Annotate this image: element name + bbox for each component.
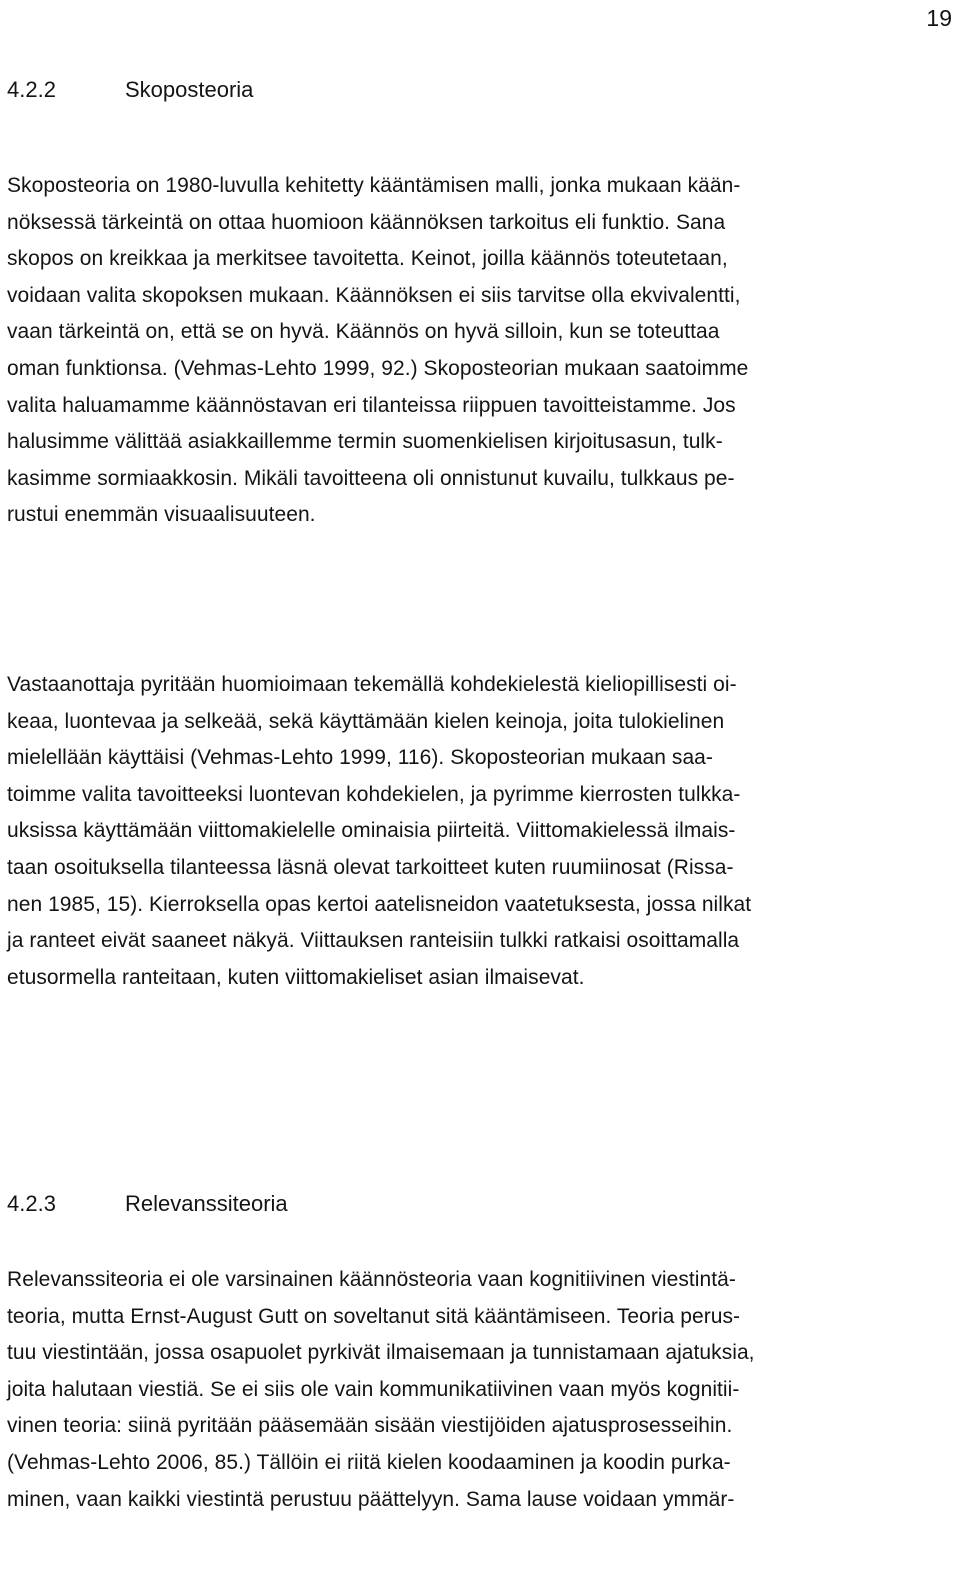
- section-number: 4.2.2: [7, 77, 56, 102]
- text-line: nöksessä tärkeintä on ottaa huomioon käännöksen tarkoitus eli funktio. Sana: [7, 210, 726, 234]
- text-line: teoria, mutta Ernst-August Gutt on soveltanut sitä kääntämiseen. Teoria perus-: [7, 1304, 741, 1328]
- text-line: skopos on kreikkaa ja merkitsee tavoitetta. Keinot, joilla käännös toteutetaan,: [7, 247, 728, 271]
- text-line: Relevanssiteoria ei ole varsinainen käännösteoria vaan kognitiivinen viestintä-: [7, 1268, 736, 1291]
- paragraph: [7, 168, 748, 534]
- text-line: vaan tärkeintä on, että se on hyvä. Käännös on hyvä silloin, kun se toteuttaa: [7, 320, 720, 344]
- section-number: 4.2.3: [7, 1191, 56, 1216]
- text-line: nen 1985, 15). Kierroksella opas kertoi aatelisneidon vaatetuksesta, jossa nilkat: [7, 892, 752, 916]
- text-line: (Vehmas-Lehto 2006, 85.) Tällöin ei riitä kielen koodaaminen ja koodin purka-: [7, 1450, 731, 1474]
- text-line: halusimme välittää asiakkaillemme termin suomenkielisen kirjoitusasun, tulk-: [7, 430, 723, 454]
- section-title: Relevanssiteoria: [125, 1191, 288, 1216]
- text-line: valita haluamamme käännöstavan eri tilanteissa riippuen tavoitteistamme. Jos: [7, 393, 736, 417]
- text-line: toimme valita tavoitteeksi luontevan kohdekielen, ja pyrimme kierrosten tulkka-: [7, 782, 741, 806]
- text-line: vinen teoria: siinä pyritään pääsemään sisään viestijöiden ajatusprosesseihin.: [7, 1414, 733, 1438]
- text-line: mielellään käyttäisi (Vehmas-Lehto 1999, 116). Skoposteorian mukaan saa-: [7, 746, 713, 770]
- page-number: 19: [926, 5, 952, 31]
- text-line: voidaan valita skopoksen mukaan. Käännöksen ei siis tarvitse olla ekvivalentti,: [7, 283, 741, 307]
- text-line: uksissa käyttämään viittomakielelle ominaisia piirteitä. Viittomakielessä ilmais-: [7, 819, 736, 843]
- text-line: keaa, luontevaa ja selkeää, sekä käyttämään kielen keinoja, joita tulokielinen: [7, 709, 725, 733]
- text-line: Vastaanottaja pyritään huomioimaan tekemällä kohdekielestä kieliopillisesti oi-: [7, 673, 737, 696]
- text-line: oman funktionsa. (Vehmas-Lehto 1999, 92.) Skoposteorian mukaan saatoimme: [7, 356, 749, 380]
- text-line: taan osoituksella tilanteessa läsnä olevat tarkoitteet kuten ruumiinosat (Rissa-: [7, 855, 734, 879]
- text-line: rustui enemmän visuaalisuuteen.: [7, 503, 316, 527]
- section-title: Skoposteoria: [125, 77, 254, 102]
- text-line: etusormella ranteitaan, kuten viittomakieliset asian ilmaisevat.: [7, 965, 585, 989]
- paragraph: [7, 1262, 755, 1518]
- text-line: tuu viestintään, jossa osapuolet pyrkivät ilmaisemaan ja tunnistamaan ajatuksia,: [7, 1341, 755, 1365]
- text-line: minen, vaan kaikki viestintä perustuu päättelyyn. Sama lause voidaan ymmär-: [7, 1487, 735, 1511]
- paragraph: [7, 667, 751, 996]
- section-heading: [7, 1190, 288, 1218]
- section-heading: [7, 76, 253, 104]
- text-line: Skoposteoria on 1980-luvulla kehitetty kääntämisen malli, jonka mukaan kään-: [7, 174, 741, 197]
- text-line: ja ranteet eivät saaneet näkyä. Viittauksen ranteisiin tulkki ratkaisi osoittamalla: [7, 929, 740, 953]
- text-line: kasimme sormiaakkosin. Mikäli tavoitteena oli onnistunut kuvailu, tulkkaus pe-: [7, 466, 735, 490]
- text-line: joita halutaan viestiä. Se ei siis ole vain kommunikatiivinen vaan myös kognitii-: [7, 1377, 740, 1401]
